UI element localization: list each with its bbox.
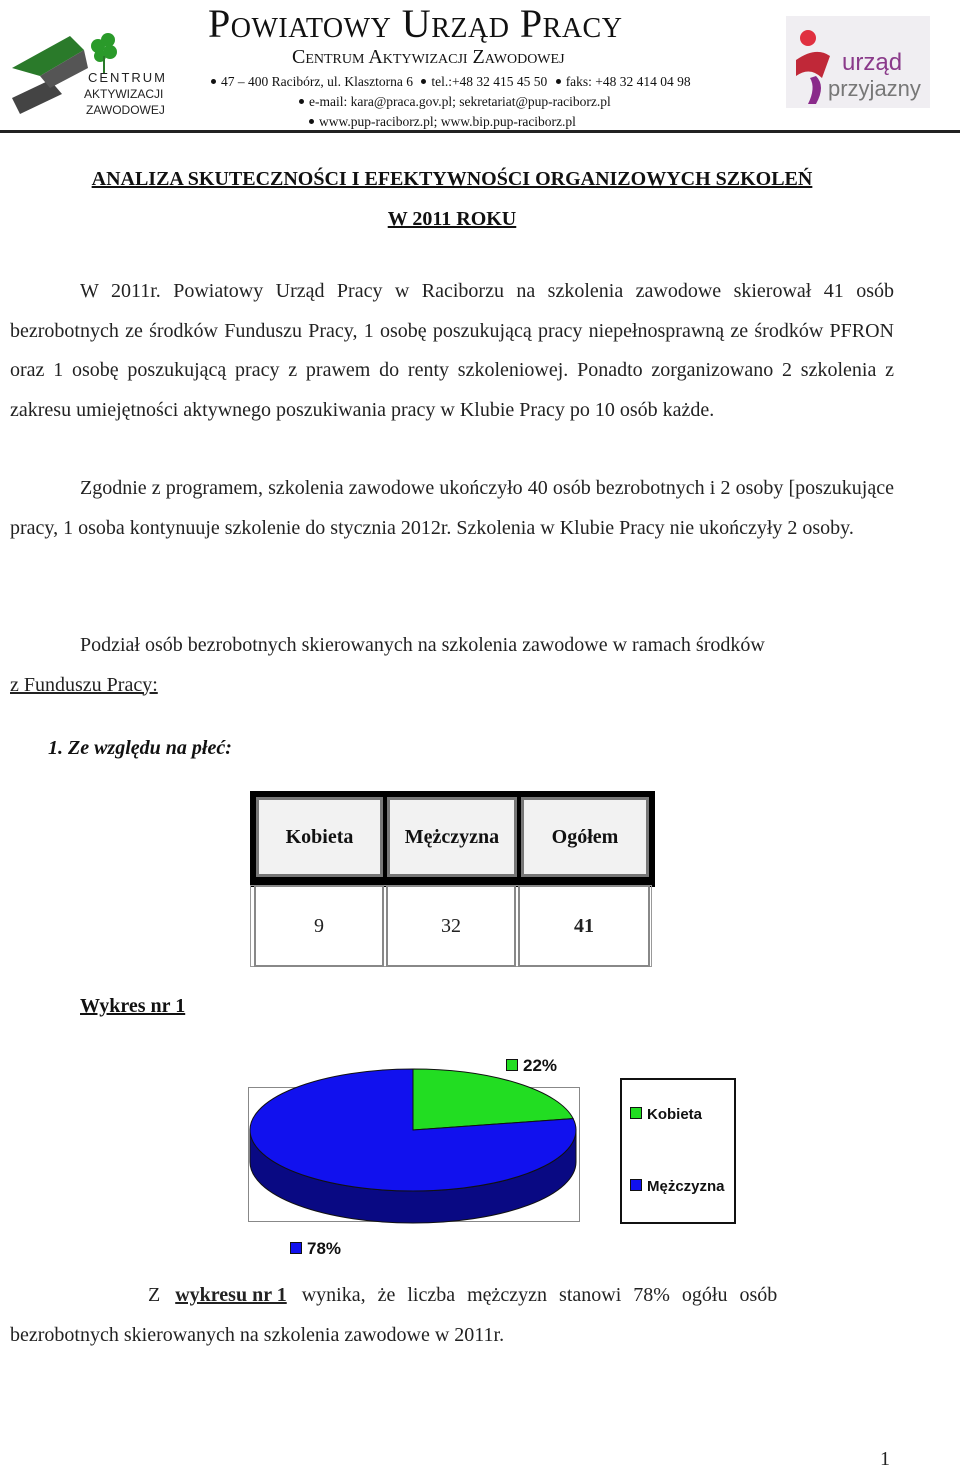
office-name: Powiatowy Urząd Pracy [208, 1, 623, 46]
chart-legend [620, 1078, 736, 1224]
paragraph-completion [10, 469, 894, 548]
logo-left-line3: ZAWODOWEJ [86, 103, 165, 117]
chart-caption: Wykres nr 1 [80, 995, 186, 1017]
bullet-icon [309, 119, 314, 124]
pie-label-kobieta [506, 1056, 557, 1076]
paragraph-split-source: z Funduszu Pracy: [10, 673, 158, 696]
bullet-icon [421, 79, 426, 84]
bullet-icon [299, 99, 304, 104]
email-text[interactable]: e-mail: kara@praca.gov.pl; sekretariat@pup-raciborz.pl [309, 94, 611, 109]
paragraph-split [10, 626, 894, 705]
table-header-cell: Kobieta [256, 797, 383, 877]
pie-label-swatch [506, 1059, 518, 1071]
logo-right-line2: przyjazny [828, 76, 921, 101]
address-line [206, 74, 691, 90]
pie-label-mezczyzna [290, 1239, 341, 1259]
chart-reference: wykresu nr 1 [175, 1284, 287, 1306]
pie-label-swatch [290, 1242, 302, 1254]
web-line [304, 114, 576, 130]
conclusion-end: bezrobotnych skierowanych na szkolenia zawodowe w 2011r. [10, 1323, 505, 1346]
office-subtitle: Centrum Aktywizacji Zawodowej [292, 46, 565, 68]
legend-swatch [630, 1179, 642, 1191]
legend-swatch [630, 1107, 642, 1119]
conclusion-start: Z [148, 1284, 161, 1306]
table-cell-total: 41 [518, 885, 650, 967]
logo-left-line1: CENTRUM [88, 70, 167, 85]
paragraph-intro-text: W 2011r. Powiatowy Urząd Pracy w Raciborzu na szkolenia zawodowe skierował 41 osób bezrobotnych ze środków Funduszu Pracy, 1 osobę poszukującą pracy niepełnosprawną ze środków PFRON oraz 1 osobę poszukującą pracy z prawem do renty szkoleniowej. Ponadto zorganizowano 2 szkolenia z zakresu umiejętności aktywnego poszukiwania pracy w Klubie Pracy po 10 osób każde. [10, 280, 894, 421]
table-cell: 9 [254, 885, 384, 967]
fax: faks: +48 32 414 04 98 [565, 74, 691, 89]
document-heading: ANALIZA SKUTECZNOŚCI I EFEKTYWNOŚCI ORGANIZOWYCH SZKOLEŃ [91, 168, 813, 190]
centrum-aktywizacji-logo [10, 28, 190, 120]
urzad-przyjazny-logo [786, 16, 930, 108]
legend-item-kobieta [630, 1106, 702, 1123]
web-text[interactable]: www.pup-raciborz.pl; www.bip.pup-raciborz.pl [319, 114, 576, 129]
logo-right-line1: urząd [842, 49, 903, 76]
page-number: 1 [880, 1448, 890, 1470]
bullet-icon [556, 79, 561, 84]
paragraph-intro [10, 272, 894, 430]
document-heading-year: W 2011 ROKU [387, 208, 517, 230]
email-line [294, 94, 611, 110]
table-header-row [250, 791, 655, 887]
paragraph-conclusion [10, 1276, 894, 1355]
table-header-cell: Ogółem [521, 797, 649, 877]
address: 47 – 400 Racibórz, ul. Klasztorna 6 [221, 74, 413, 89]
paragraph-completion-text: Zgodnie z programem, szkolenia zawodowe ukończyło 40 osób bezrobotnych i 2 osoby [poszukujące pracy, 1 osoba kontynuuje szkolenie do stycznia 2012r. Szkolenia w Klubie Pracy nie ukończyły 2 osoby. [10, 477, 894, 539]
legend-label: Mężczyzna [647, 1178, 725, 1195]
pie-label-text: 22% [523, 1056, 558, 1075]
phone: tel.:+48 32 415 45 50 [431, 74, 548, 89]
section-title-gender: 1. Ze względu na płeć: [48, 737, 232, 759]
table-cell: 32 [386, 885, 516, 967]
legend-label: Kobieta [647, 1106, 703, 1123]
header-divider [0, 130, 960, 133]
conclusion-middle: wynika, że liczba mężczyzn stanowi 78% ogółu osób [301, 1284, 778, 1306]
pie-label-text: 78% [307, 1239, 342, 1258]
bullet-icon [211, 79, 216, 84]
paragraph-split-text: Podział osób bezrobotnych skierowanych na szkolenia zawodowe w ramach środków [80, 634, 765, 656]
legend-item-mezczyzna [630, 1178, 725, 1195]
table-header-cell: Mężczyzna [387, 797, 517, 877]
logo-left-line2: AKTYWIZACJI [84, 87, 164, 101]
